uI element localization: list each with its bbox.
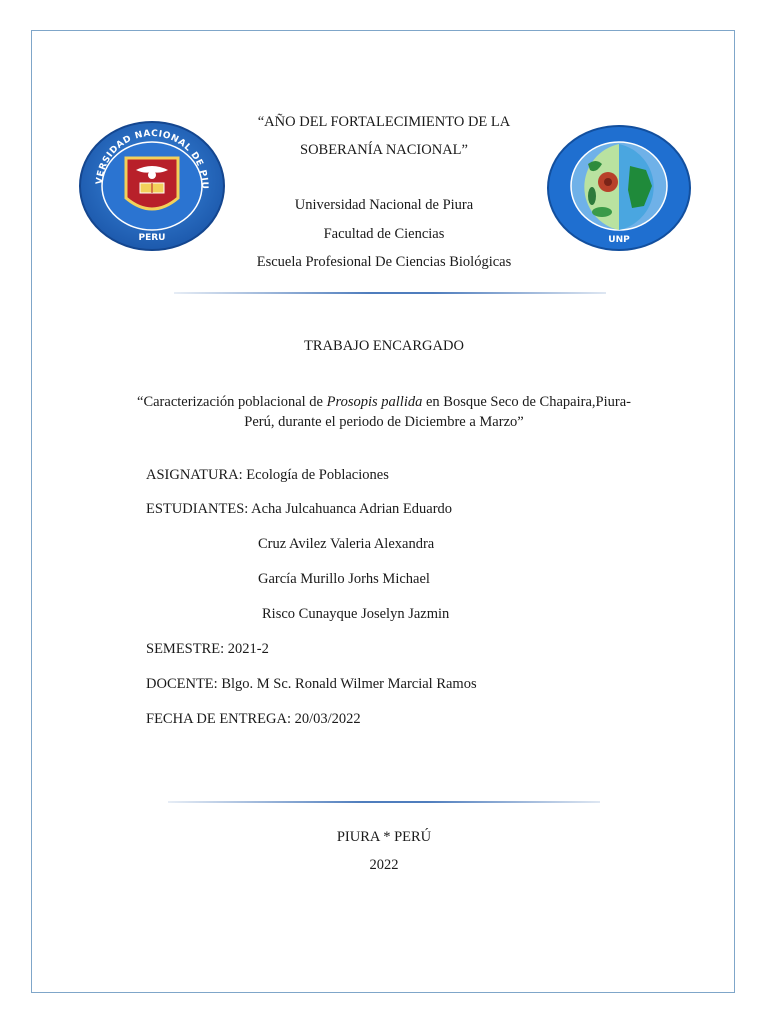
school-name: Escuela Profesional De Ciencias Biológicas xyxy=(256,254,512,270)
footer-divider xyxy=(168,801,600,803)
year-motto-line2: SOBERANÍA NACIONAL” xyxy=(300,142,468,158)
semester-label: SEMESTRE: xyxy=(146,641,225,657)
subject-value: Ecología de Poblaciones xyxy=(246,467,389,483)
svg-text:UNIVERSIDAD NACIONAL DE PIURA: VERSIDAD NACIONAL DE PIU xyxy=(94,128,210,190)
title-species: Prosopis pallida xyxy=(326,394,423,410)
subject-label: ASIGNATURA: xyxy=(146,467,243,483)
due-date-field xyxy=(146,711,361,728)
title-line2: Perú, durante el periodo de Diciembre a Marzo” xyxy=(244,414,524,430)
teacher-value: Blgo. M Sc. Ronald Wilmer Marcial Ramos xyxy=(221,676,477,692)
semester-value: 2021-2 xyxy=(227,641,269,657)
student-name: Acha Julcahuanca Adrian Eduardo xyxy=(251,501,453,517)
title-prefix: “Caracterización poblacional de xyxy=(137,394,327,410)
title-line1-suffix: en Bosque Seco de Chapaira,Piura- xyxy=(422,394,631,410)
student-name: García Murillo Jorhs Michael xyxy=(258,571,430,587)
place: PIURA * PERÚ xyxy=(336,829,432,845)
header-divider xyxy=(174,292,606,294)
student-name: Cruz Avilez Valeria Alexandra xyxy=(258,536,435,552)
semester-field xyxy=(146,641,269,658)
svg-text:UNP: UNP xyxy=(608,235,630,245)
student-name: Risco Cunayque Joselyn Jazmin xyxy=(262,606,450,622)
document-title xyxy=(108,392,660,432)
due-date-value: 20/03/2022 xyxy=(294,711,361,727)
teacher-label: DOCENTE: xyxy=(146,676,218,692)
students-field xyxy=(146,501,452,518)
students-label: ESTUDIANTES: xyxy=(146,501,249,517)
year: 2022 xyxy=(369,857,399,873)
document-type: TRABAJO ENCARGADO xyxy=(304,338,464,354)
year-motto-line1: “AÑO DEL FORTALECIMIENTO DE LA xyxy=(257,114,511,130)
due-date-label: FECHA DE ENTREGA: xyxy=(146,711,291,727)
faculty-name: Facultad de Ciencias xyxy=(323,226,445,242)
university-name: Universidad Nacional de Piura xyxy=(294,197,474,213)
subject-field xyxy=(146,467,389,484)
teacher-field xyxy=(146,676,477,693)
svg-text:PERU: PERU xyxy=(138,233,166,243)
